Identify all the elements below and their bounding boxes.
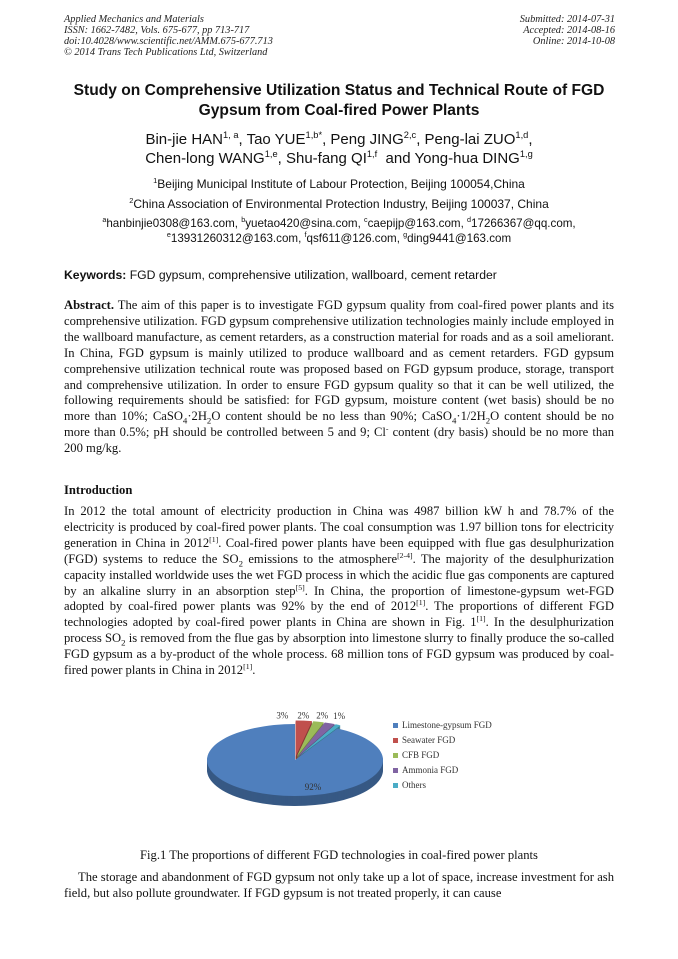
accepted-date: Accepted: 2014-08-16: [523, 25, 615, 36]
author-emails: $^a$hanbinjie0308@163.com, $^b$yuetao420@sina.com, $^c$caepijp@163.com, $^d$17266367@qq.com, $^e$13931260312@163.com, $^f$qsf611@126.com, $^g$ding9441@163.com: [102, 215, 576, 245]
citation[interactable]: [2-4]: [397, 550, 413, 560]
affiliation-1: $^1$Beijing Municipal Institute of Labour Protection, Beijing 100054,China: [153, 176, 525, 191]
legend-swatch: [393, 723, 398, 728]
author-name: Chen-long WANG: [145, 150, 265, 167]
citation[interactable]: [1]: [416, 598, 426, 608]
intro-paragraph-2: The storage and abandonment of FGD gypsum not only take up a lot of space, increase investment for ash field, but also pollute groundwater. If FGD gypsum is not treated properly, it can cause: [64, 870, 614, 900]
doi-line: doi:10.4028/www.scientific.net/AMM.675-677.713: [64, 36, 273, 47]
submitted-date: Submitted: 2014-07-31: [519, 14, 615, 25]
pie-value-label: 92%: [304, 782, 322, 792]
citation[interactable]: [1]: [209, 534, 219, 544]
legend-swatch: [393, 783, 398, 788]
abstract: Abstract. The aim of this paper is to investigate FGD gypsum quality from coal-fired power plants and its comprehensive utilization. FGD gypsum comprehensive utilization technologies mainly include employed in the wallboard manufacture, as cement retarders, as a construction material for roads and as a soil ameliorant. In China, FGD gypsum is mainly utilized to produce wallboard and as cement retarders. FGD gypsum comprehensive utilization technical route was proposed based on FGD gypsum produce, storage, transport and comprehensive utilization. In order to ensure FGD gypsum quality so that it can be well utilized, the following requirements should be satisfied: for FGD gypsum, moisture content (wet basis) should be no more than 10%; $CaSO_4\cdot 2H_2O$ content should be no less than 90%; $CaSO_4\cdot 1/2H_2O$ content should be no more than 0.5%; pH should be controlled between 5 and 9; Cl- content (dry basis) should be no more than 200 mg/kg.: [64, 298, 615, 456]
pie-value-label: 2%: [316, 710, 329, 721]
author-name: Yong-hua DING: [414, 150, 520, 167]
email-link[interactable]: qsf611@126.com: [306, 232, 397, 245]
paper-title: Study on Comprehensive Utilization Status and Technical Route of FGD Gypsum from Coal-fired Power Plants: [73, 82, 605, 119]
online-date: Online: 2014-10-08: [532, 36, 615, 47]
pie-value-label: 3%: [276, 710, 289, 721]
legend-swatch: [393, 753, 398, 758]
dates-header: [520, 14, 615, 47]
email-link[interactable]: hanbinjie0308@163.com: [106, 217, 235, 230]
citation[interactable]: [5]: [295, 582, 305, 592]
keywords-text: FGD gypsum, comprehensive utilization, wallboard, cement retarder: [129, 268, 497, 282]
citation[interactable]: [1]: [476, 614, 486, 624]
author-name: Peng-lai ZUO: [424, 131, 516, 148]
fgd-pie-chart: [195, 688, 495, 828]
journal-header: [64, 14, 273, 58]
keywords-label: Keywords:: [64, 268, 127, 282]
author-name: Shu-fang QI: [285, 150, 367, 167]
section-heading-introduction: Introduction: [64, 483, 133, 497]
legend-label: Seawater FGD: [402, 735, 456, 745]
legend-label: Others: [402, 780, 426, 790]
affiliation-2: $^2$China Association of Environmental Protection Industry, Beijing 100037, China: [129, 196, 549, 211]
copyright-line: © 2014 Trans Tech Publications Ltd, Switzerland: [64, 47, 268, 58]
figure-caption: Fig.1 The proportions of different FGD technologies in coal-fired power plants: [140, 848, 538, 862]
pie-value-label: 1%: [333, 710, 346, 721]
author-name: Peng JING: [330, 131, 404, 148]
pie-slice: [207, 724, 383, 796]
legend-label: CFB FGD: [402, 750, 440, 760]
author-name: Tao YUE: [246, 131, 306, 148]
email-link[interactable]: ding9441@163.com: [407, 232, 512, 245]
issn-line: ISSN: 1662-7482, Vols. 675-677, pp 713-717: [64, 25, 250, 36]
legend-label: Limestone-gypsum FGD: [402, 720, 492, 730]
legend-label: Ammonia FGD: [402, 765, 459, 775]
author-list: Bin-jie HAN$^{1, a}$, Tao $YUE^{1,b*}$, Peng JING$^{2,c}$, Peng-lai ZUO$^{1,d}$, Chen-long WANG$^{1,e}$, Shu-fang QI$^{1,f}$ and Yong-hua DING$^{1,g}$: [145, 130, 533, 167]
email-link[interactable]: caepijp@163.com: [367, 217, 461, 230]
pie-value-label: 2%: [297, 710, 310, 721]
abstract-label: Abstract.: [64, 298, 115, 312]
citation[interactable]: [1]: [243, 661, 253, 671]
intro-paragraph-1: In 2012 the total amount of electricity production in China was 4987 billion kW h and 78.7% of the electricity is produced by coal-fired power plants. The coal consumption was 1.97 billion tons for electricity generation in China in 2012[1]. Coal-fired power plants have been equipped with flue gas desulphurization (FGD) systems to reduce the $SO_2$ emissions to the atmosphere[2-4]. The majority of the desulphurization capacity installed worldwide uses the wet FGD process in which the acidic flue gas components are captured by an alkaline slurry in an absorption step[5]. In China, the proportion of limestone-gypsum wet-FGD adopted by coal-fired power plants was 92% by the end of 2012[1]. The proportions of different FGD technologies adopted by coal-fired power plants in China are shown in Fig. 1[1]. In the desulphurization process $SO_2$ is removed from the flue gas by absorption into limestone slurry to finally produce the so-called FGD gypsum as a by-product of the whole process. 68 million tons of FGD gypsum was produced by coal-fired power plants in China in 2012[1].: [64, 504, 615, 678]
legend-swatch: [393, 768, 398, 773]
keywords: [64, 268, 624, 282]
email-link[interactable]: 13931260312@163.com: [170, 232, 299, 245]
author-name: Bin-jie HAN: [145, 131, 223, 148]
journal-name: Applied Mechanics and Materials: [64, 14, 204, 25]
legend-swatch: [393, 738, 398, 743]
email-link[interactable]: yuetao420@sina.com: [245, 217, 358, 230]
email-link[interactable]: 17266367@qq.com: [471, 217, 573, 230]
